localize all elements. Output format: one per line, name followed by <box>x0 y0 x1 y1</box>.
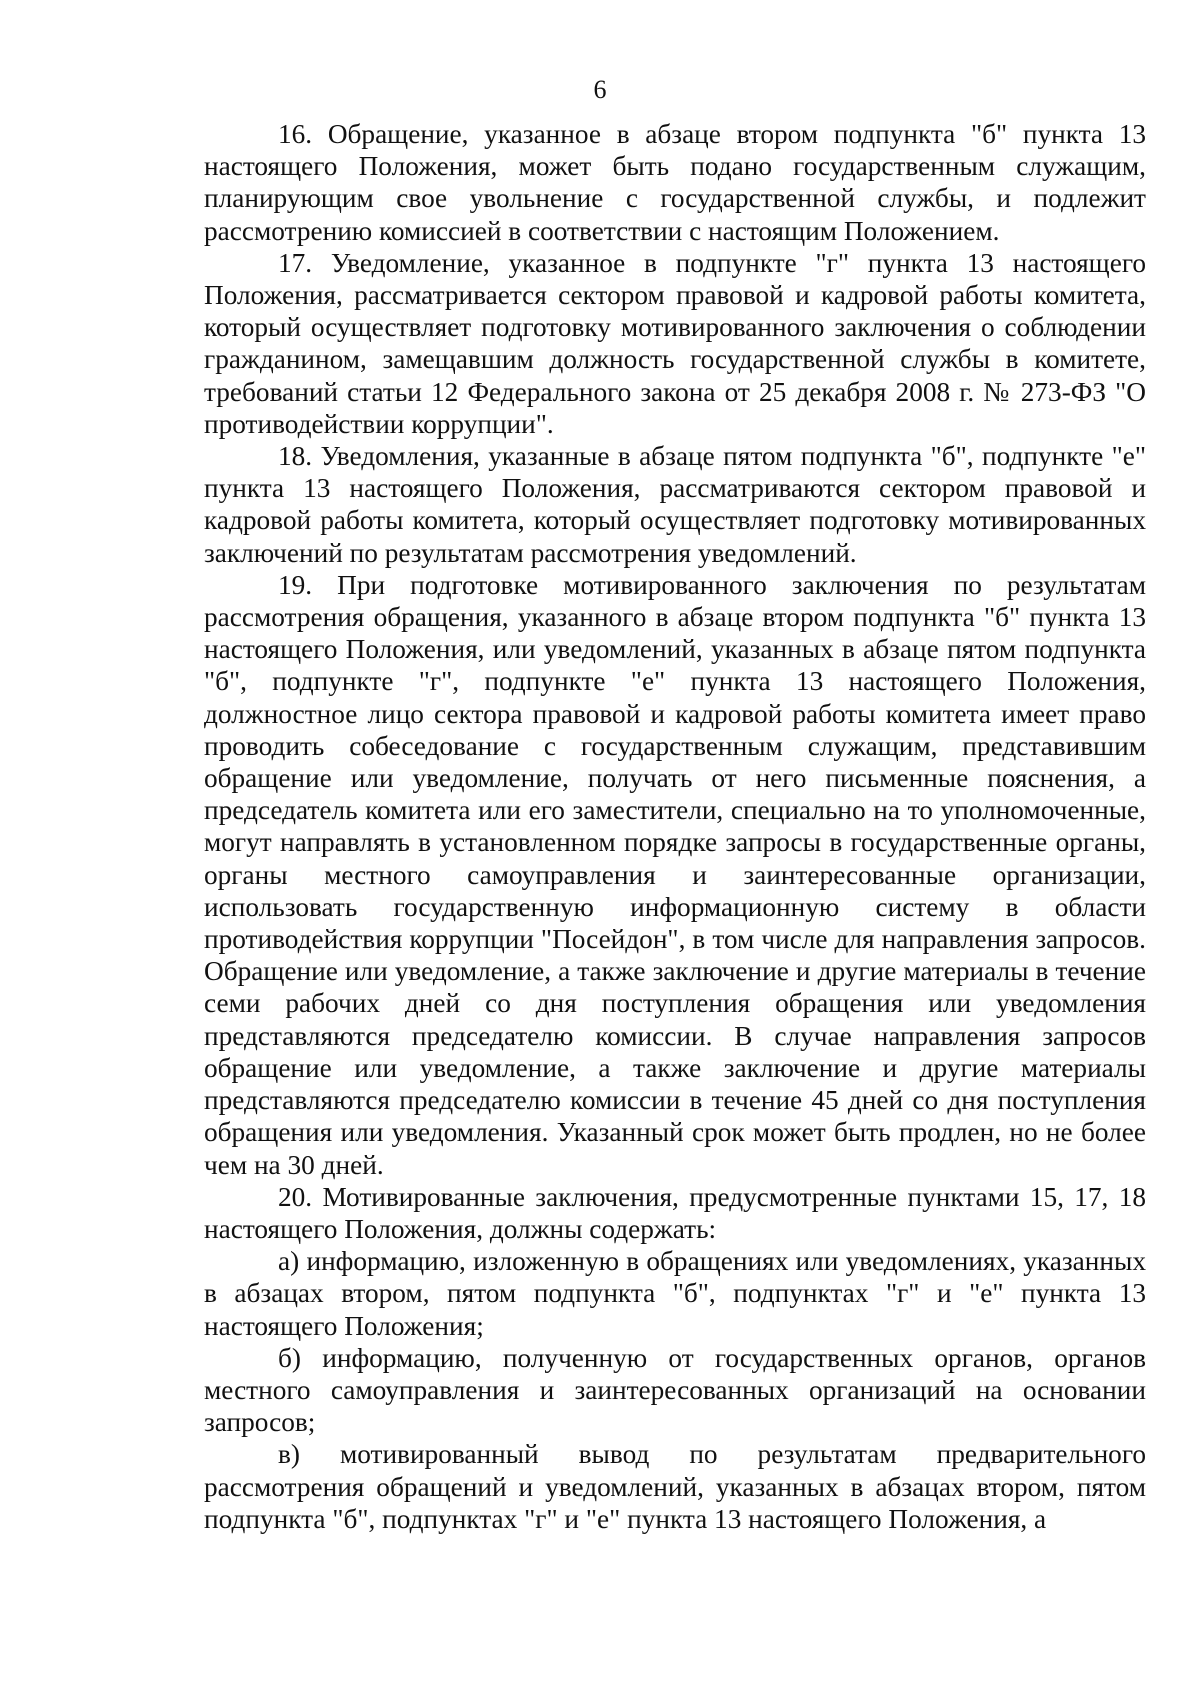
paragraph-20: 20. Мотивированные заключения, предусмотренные пунктами 15, 17, 18 настоящего Положения, должны содержать: <box>204 1181 1146 1244</box>
page-number: 6 <box>593 75 607 104</box>
paragraph-17: 17. Уведомление, указанное в подпункте "г" пункта 13 настоящего Положения, рассматривается сектором правовой и кадровой работы комитета, который осуществляет подготовку мотивированного заключения о соблюдении гражданином, замещавшим должность государственной службы в комитете, требований статьи 12 Федерального закона от 25 декабря 2008 г. № 273-ФЗ "О противодействии коррупции". <box>204 247 1146 439</box>
paragraph-20-item-b: б) информацию, полученную от государственных органов, органов местного самоуправления и заинтересованных организаций на основании запросов; <box>204 1342 1146 1438</box>
paragraph-20-item-v: в) мотивированный вывод по результатам предварительного рассмотрения обращений и уведомлений, указанных в абзацах втором, пятом подпункта "б", подпунктах "г" и "е" пункта 13 настоящего Положения, а <box>204 1439 1146 1534</box>
paragraph-19: 19. При подготовке мотивированного заключения по результатам рассмотрения обращения, указанного в абзаце втором подпункта "б" пункта 13 настоящего Положения, или уведомлений, указанных в абзаце пятом подпункта "б", подпункте "г", подпункте "е" пункта 13 настоящего Положения, должностное лицо сектора правовой и кадровой работы комитета имеет право проводить собеседование с государственным служащим, представившим обращение или уведомление, получать от него письменные пояснения, а председатель комитета или его заместители, специально на то уполномоченные, могут направлять в установленном порядке запросы в государственные органы, органы местного самоуправления и заинтересованные организации, использовать государственную информационную систему в области противодействия коррупции "Посейдон", в том числе для направления запросов. Обращение или уведомление, а также заключение и другие материалы в течение семи рабочих дней со дня поступления обращения или уведомления представляются председателю комиссии. В случае направления запросов обращение или уведомление, а также заключение и другие материалы представляются председателю комиссии в течение 45 дней со дня поступления обращения или уведомления. Указанный срок может быть продлен, но не более чем на 30 дней. <box>204 569 1146 1180</box>
paragraph-20-item-a: а) информацию, изложенную в обращениях или уведомлениях, указанных в абзацах втором, пятом подпункта "б", подпунктах "г" и "е" пункта 13 настоящего Положения; <box>204 1246 1146 1341</box>
document-body <box>204 118 1146 1535</box>
paragraph-18: 18. Уведомления, указанные в абзаце пятом подпункта "б", подпункте "е" пункта 13 настоящего Положения, рассматриваются сектором правовой и кадровой работы комитета, который осуществляет подготовку мотивированных заключений по результатам рассмотрения уведомлений. <box>204 441 1146 568</box>
paragraph-16: 16. Обращение, указанное в абзаце втором подпункта "б" пункта 13 настоящего Положения, может быть подано государственным служащим, планирующим свое увольнение с государственной службы, и подлежит рассмотрению комиссией в соответствии с настоящим Положением. <box>204 119 1146 246</box>
